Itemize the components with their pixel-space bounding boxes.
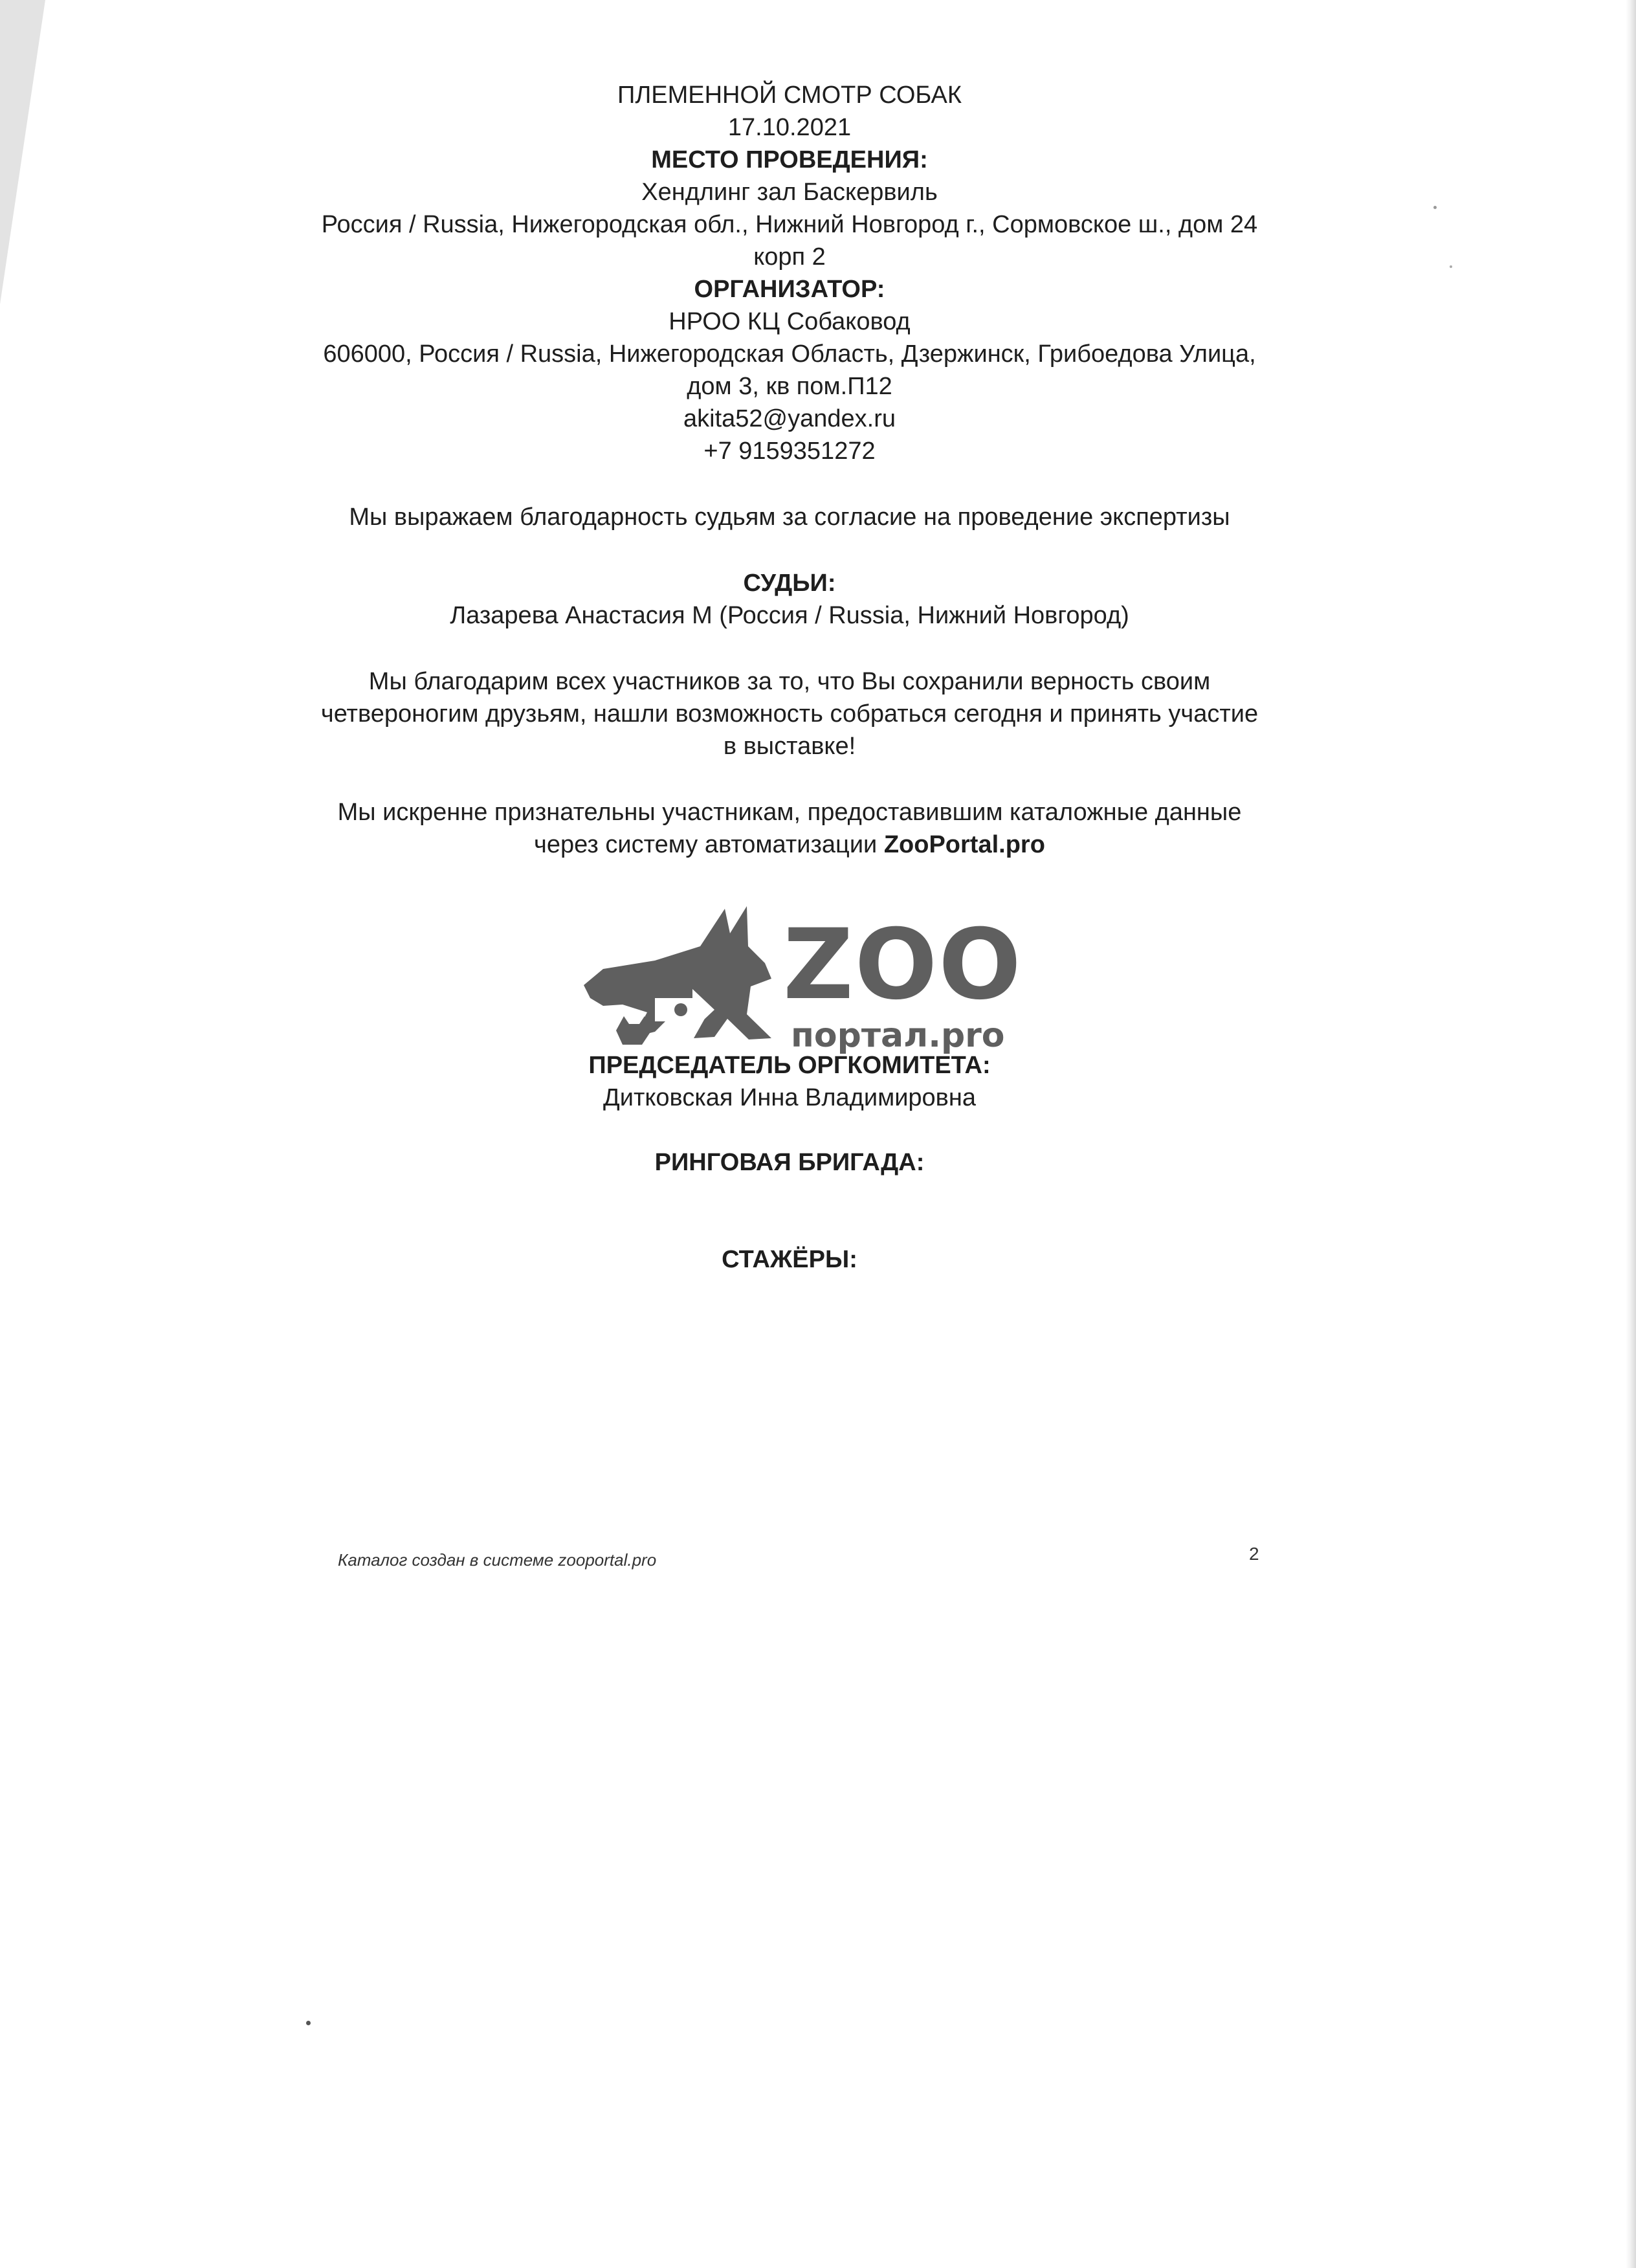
logo-zoo-text: ZOO <box>783 909 1022 1021</box>
trainees-heading: СТАЖЁРЫ: <box>722 1246 857 1273</box>
thanks-judges-text: Мы выражаем благодарность судьям за согласие на проведение экспертизы <box>349 504 1230 531</box>
judge-item: Лазарева Анастасия М (Россия / Russia, Нижний Новгород) <box>450 602 1129 629</box>
chairman-name: Дитковская Инна Владимировна <box>603 1084 976 1111</box>
dog-cat-logo-icon <box>584 906 771 1045</box>
scan-page-edge <box>1626 0 1636 2268</box>
scan-speck <box>306 2021 311 2025</box>
venue-heading: МЕСТО ПРОВЕДЕНИЯ: <box>651 146 928 173</box>
organizer-name: НРОО КЦ Собаковод <box>669 308 911 335</box>
event-date: 17.10.2021 <box>727 114 852 141</box>
organizer-phone: +7 9159351272 <box>703 438 876 465</box>
footer-note: Каталог создан в системе zooportal.pro <box>338 1550 657 1570</box>
thanks-catalog-line2 <box>0 828 1579 861</box>
thanks-catalog-prefix: через систему автоматизации <box>534 831 884 858</box>
organizer-heading: ОРГАНИЗАТОР: <box>694 276 885 303</box>
organizer-address-line1: 606000, Россия / Russia, Нижегородская Область, Дзержинск, Грибоедова Улица, <box>323 340 1256 368</box>
document-title: ПЛЕМЕННОЙ СМОТР СОБАК <box>617 82 962 109</box>
page-number: 2 <box>1249 1544 1259 1564</box>
organizer-email: akita52@yandex.ru <box>683 405 896 432</box>
venue-address-line1: Россия / Russia, Нижегородская обл., Нижний Новгород г., Сормовское ш., дом 24 <box>321 211 1258 238</box>
zooportal-brand-text: ZooPortal.pro <box>883 831 1045 858</box>
logo-subtitle-text: портал.pro <box>791 1016 1005 1055</box>
judges-heading: СУДЬИ: <box>743 570 836 597</box>
thanks-catalog-line1: Мы искренне признательны участникам, предоставившим каталожные данные <box>337 799 1242 826</box>
organizer-address-line2: дом 3, кв пом.П12 <box>687 373 892 400</box>
thanks-participants-line1: Мы благодарим всех участников за то, что Вы сохранили верность своим <box>368 668 1211 695</box>
venue-address-line2: корп 2 <box>753 243 826 271</box>
venue-name: Хендлинг зал Баскервиль <box>641 179 938 206</box>
ring-team-heading: РИНГОВАЯ БРИГАДА: <box>654 1149 925 1176</box>
chairman-heading: ПРЕДСЕДАТЕЛЬ ОРГКОМИТЕТА: <box>588 1052 991 1079</box>
zooportal-logo <box>577 901 1024 1056</box>
thanks-participants-line2: четвероногим друзьям, нашли возможность собраться сегодня и принять участие <box>320 700 1259 728</box>
thanks-participants-line3: в выставке! <box>723 733 856 760</box>
